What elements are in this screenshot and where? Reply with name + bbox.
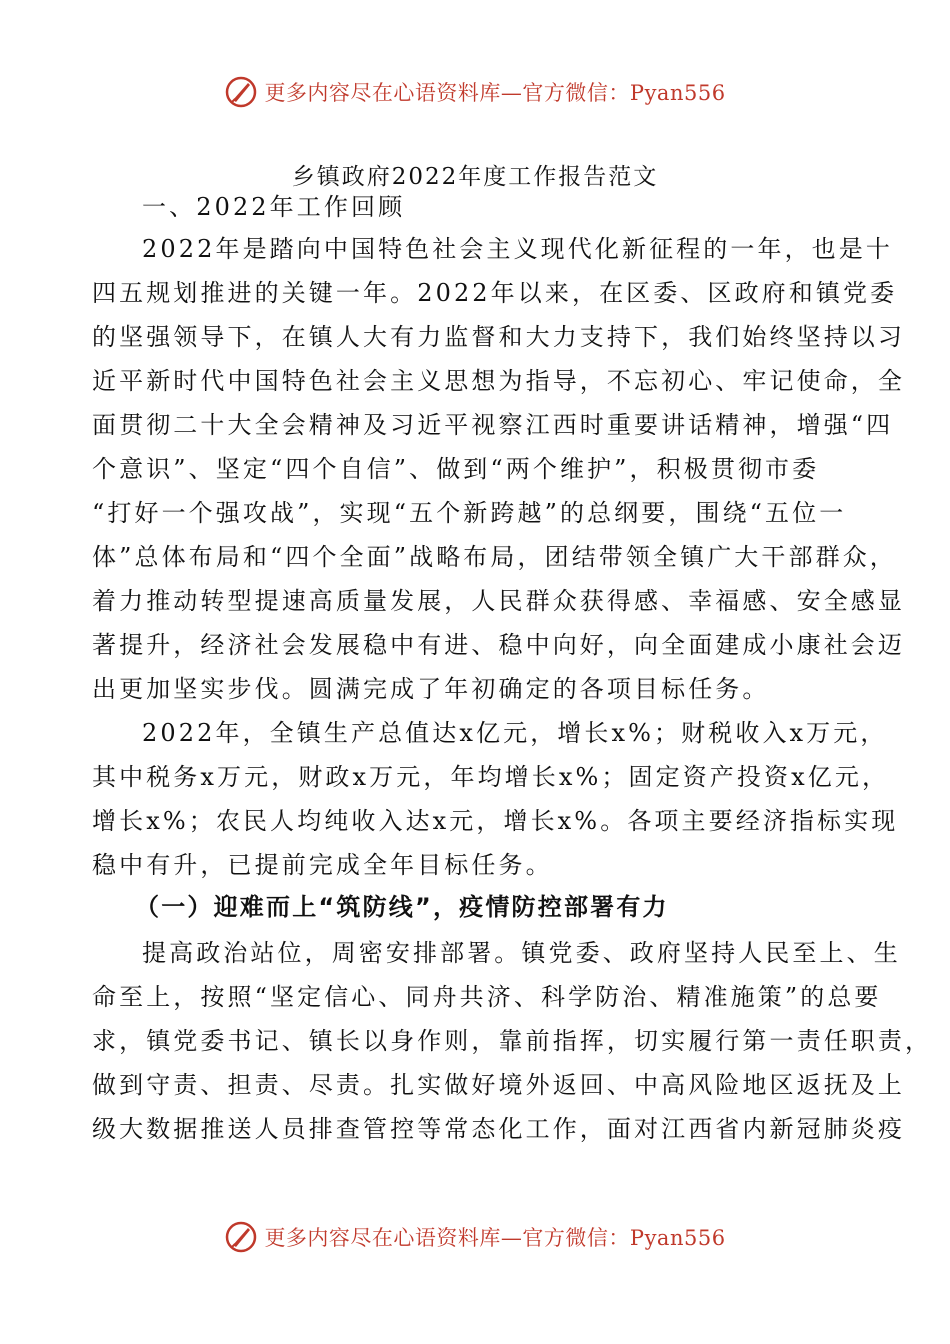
paragraph-line: 求，镇党委书记、镇长以身作则，靠前指挥，切实履行第一责任职责， <box>92 1027 933 1055</box>
watermark-banner-bottom <box>0 1217 950 1257</box>
paragraph-line: 提高政治站位，周密安排部署。镇党委、政府坚持人民至上、生 <box>142 939 901 967</box>
watermark-text: 更多内容尽在心语资料库—官方微信：Pyan556 <box>264 1226 726 1250</box>
paragraph-line: 2022年是踏向中国特色社会主义现代化新征程的一年，也是十 <box>142 235 893 263</box>
paragraph-line: 着力推动转型提速高质量发展，人民群众获得感、幸福感、安全感显 <box>92 587 905 615</box>
quill-pen-logo-icon <box>224 75 258 109</box>
paragraph-line: 体”总体布局和“四个全面”战略布局，团结带领全镇广大干部群众， <box>92 543 897 571</box>
paragraph-line: 个意识”、坚定“四个自信”、做到“两个维护”，积极贯彻市委 <box>92 455 820 483</box>
paragraph-line: 其中税务x万元，财政x万元，年均增长x%；固定资产投资x亿元， <box>92 763 890 791</box>
watermark-banner-top <box>0 72 950 112</box>
paragraph-line: 2022年，全镇生产总值达x亿元，增长x%；财税收入x万元， <box>142 719 888 747</box>
paragraph-line: 命至上，按照“坚定信心、同舟共济、科学防治、精准施策”的总要 <box>92 983 882 1011</box>
paragraph-line: 增长x%；农民人均纯收入达x元，增长x%。各项主要经济指标实现 <box>92 807 899 835</box>
paragraph-line: 近平新时代中国特色社会主义思想为指导，不忘初心、牢记使命，全 <box>92 367 905 395</box>
subsection-heading: （一）迎难而上“筑防线”，疫情防控部署有力 <box>135 893 669 921</box>
quill-pen-logo-icon <box>224 1220 258 1254</box>
paragraph-line: 四五规划推进的关键一年。2022年以来，在区委、区政府和镇党委 <box>92 279 898 307</box>
section-heading: 一、2022年工作回顾 <box>142 193 406 221</box>
document-title: 乡镇政府2022年度工作报告范文 <box>291 164 659 190</box>
paragraph-line: 稳中有升，已提前完成全年目标任务。 <box>92 851 553 879</box>
paragraph-line: 级大数据推送人员排查管控等常态化工作，面对江西省内新冠肺炎疫 <box>92 1115 905 1143</box>
paragraph-line: 的坚强领导下，在镇人大有力监督和大力支持下，我们始终坚持以习 <box>92 323 905 351</box>
paragraph-line: 出更加坚实步伐。圆满完成了年初确定的各项目标任务。 <box>92 675 770 703</box>
paragraph-line: 面贯彻二十大全会精神及习近平视察江西时重要讲话精神，增强“四 <box>92 411 894 439</box>
paragraph-line: 做到守责、担责、尽责。扎实做好境外返回、中高风险地区返抚及上 <box>92 1071 905 1099</box>
watermark-text: 更多内容尽在心语资料库—官方微信：Pyan556 <box>264 81 726 105</box>
paragraph-line: 著提升，经济社会发展稳中有进、稳中向好，向全面建成小康社会迈 <box>92 631 905 659</box>
paragraph-line: “打好一个强攻战”，实现“五个新跨越”的总纲要，围绕“五位一 <box>92 499 847 527</box>
